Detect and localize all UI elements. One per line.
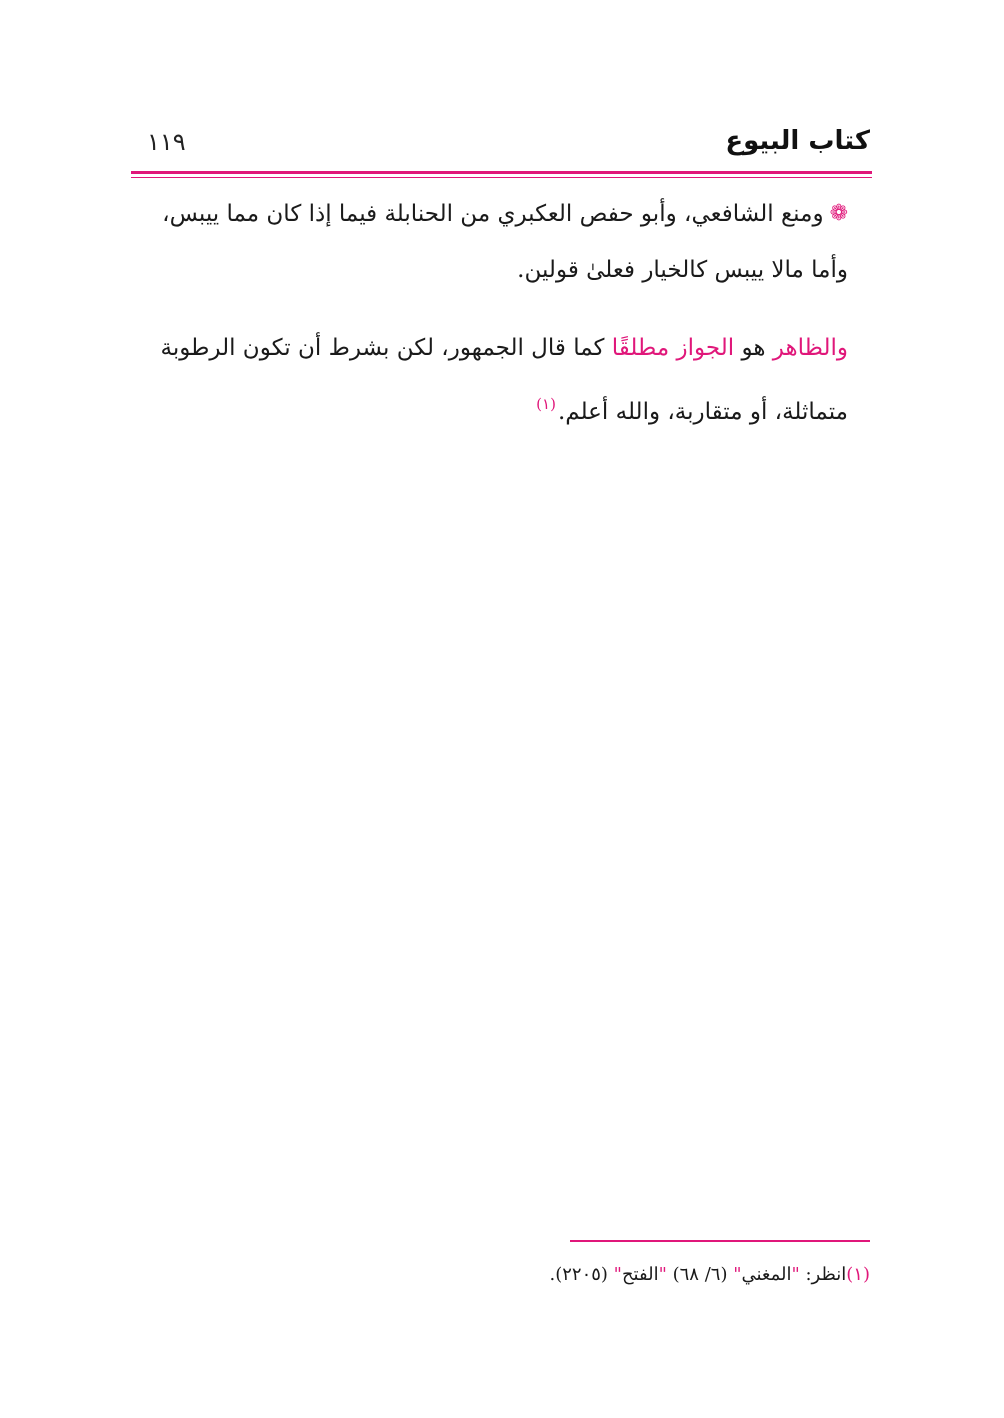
paragraph-2-line-2 — [133, 376, 848, 440]
paragraph-2-text-1: هو — [734, 335, 773, 361]
footnote — [549, 1264, 870, 1285]
header-rule-thick — [131, 171, 872, 174]
highlight-term-jawaz: الجواز مطلقًا — [611, 335, 735, 361]
footnote-source-2: الفتح — [621, 1264, 659, 1285]
footnote-text-a: انظر: — [799, 1264, 847, 1285]
paragraph-1-line-1-text: ومنع الشافعي، وأبو حفص العكبري من الحنابلة فيما إذا كان مما ييبس، — [162, 201, 824, 227]
paragraph-1 — [133, 186, 848, 298]
paragraph-2-text-2: كما قال الجمهور، لكن بشرط أن تكون الرطوبة — [160, 335, 612, 361]
footnote-quote-close-1: " — [733, 1264, 742, 1285]
footnote-quote-open-2: " — [658, 1264, 667, 1285]
page-header — [133, 128, 870, 172]
page-number: ١١٩ — [147, 128, 186, 156]
paragraph-2 — [133, 320, 848, 440]
flower-ornament-icon: ❁ — [829, 201, 848, 226]
chapter-title: كتاب البيوع — [725, 126, 870, 156]
footnote-text-b: (٦/ ٦٨) — [666, 1264, 734, 1285]
footnote-quote-close-2: " — [613, 1264, 622, 1285]
paragraph-2-line-1 — [133, 320, 848, 376]
footnote-separator — [570, 1240, 870, 1242]
paragraph-1-line-2: وأما مالا ييبس كالخيار فعلىٰ قولين. — [517, 257, 848, 283]
header-rule-thin — [131, 177, 872, 178]
paragraph-1-line-1 — [133, 186, 848, 242]
footnote-source-1: المغني — [741, 1264, 792, 1285]
footnote-reference[interactable]: (١) — [536, 395, 556, 413]
footnote-text-c: (٢٢٠٥). — [549, 1264, 614, 1285]
highlight-term-zahir: والظاهر — [772, 335, 848, 361]
footnote-quote-open-1: " — [791, 1264, 800, 1285]
paragraph-2-line-2-text: متماثلة، أو متقاربة، والله أعلم. — [557, 399, 848, 425]
footnote-marker: (١) — [846, 1264, 870, 1285]
